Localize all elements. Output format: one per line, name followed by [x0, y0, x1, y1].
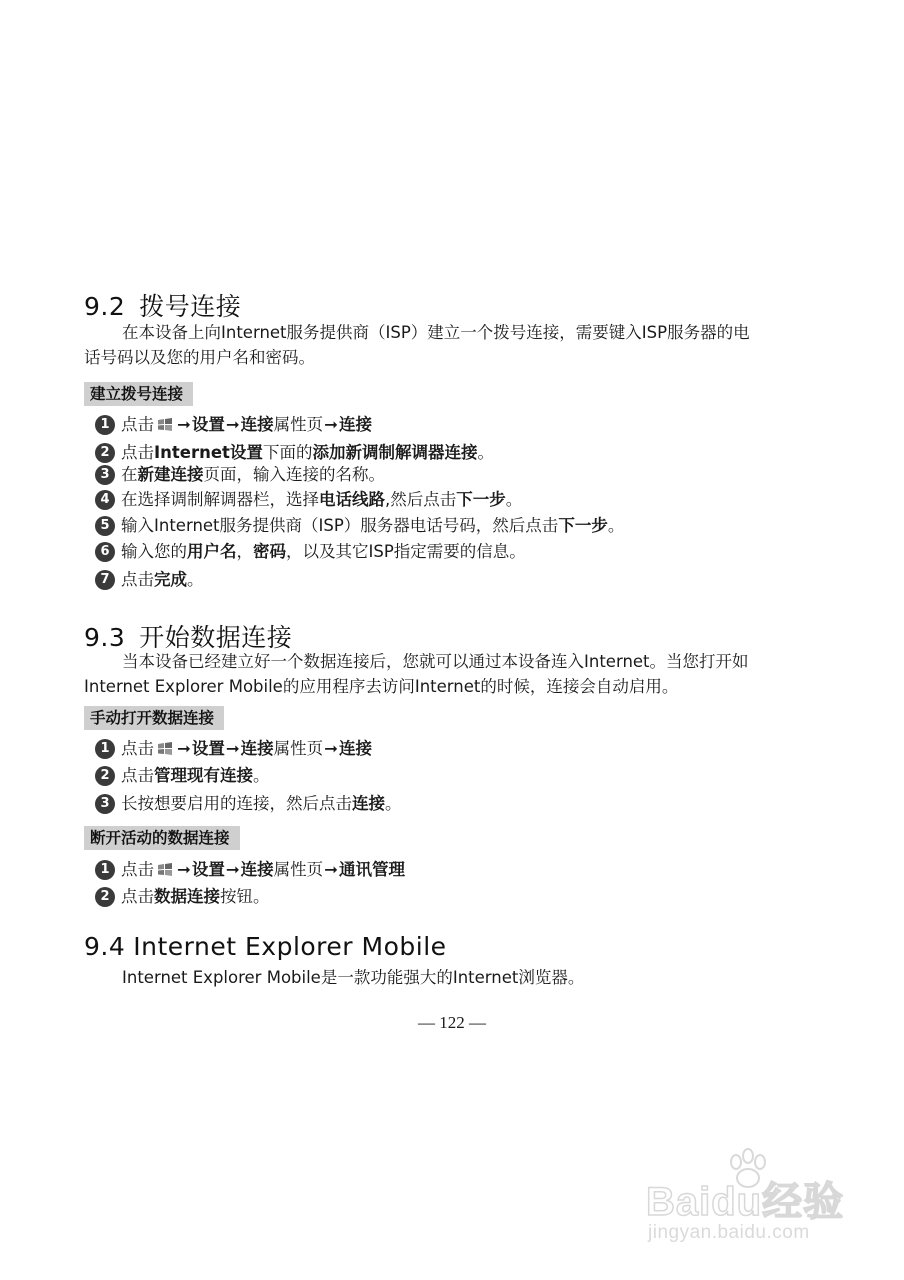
ui-term: 设置 — [191, 415, 225, 434]
ui-term: 添加新调制解调器连接 — [312, 443, 478, 462]
step-text: 。 — [187, 570, 204, 589]
subsection-label: 断开活动的数据连接 — [84, 826, 240, 850]
step-text: ,然后点击 — [385, 490, 457, 509]
ui-term: 新建连接 — [137, 465, 204, 484]
step-text: 输入Internet服务提供商（ISP）服务器电话号码，然后点击 — [121, 516, 559, 535]
subsection-label: 建立拨号连接 — [84, 382, 193, 406]
step-item — [95, 857, 405, 883]
ui-term: 通讯管理 — [338, 860, 405, 879]
step-number-badge: 2 — [95, 443, 115, 463]
windows-start-icon — [156, 741, 174, 757]
step-text: 属性页 — [273, 739, 324, 758]
ui-term: 连接 — [240, 739, 274, 758]
step-number-badge: 3 — [95, 465, 115, 485]
ui-term: 连接 — [352, 794, 385, 813]
windows-start-icon — [156, 417, 174, 433]
arrow-right-icon: ➞ — [225, 415, 240, 434]
ui-term: 用户名 — [187, 542, 237, 561]
ui-term: 连接 — [338, 739, 372, 758]
arrow-right-icon: ➞ — [225, 860, 240, 879]
section-9-4-paragraph — [84, 965, 824, 990]
step-text: 点击 — [121, 887, 154, 906]
step-number-badge: 6 — [95, 542, 115, 562]
step-text: 在选择调制解调器栏，选择 — [121, 490, 319, 509]
step-text: 下面的 — [262, 443, 313, 462]
ui-term: 设置 — [191, 860, 225, 879]
section-9-2-heading — [84, 287, 241, 323]
step-text: 。 — [385, 794, 402, 813]
para-line: 话号码以及您的用户名和密码。 — [84, 348, 315, 367]
arrow-right-icon: ➞ — [177, 415, 191, 434]
ui-term: 电话线路 — [319, 490, 385, 509]
step-number-badge: 2 — [95, 766, 115, 786]
step-text: 输入您的 — [121, 542, 187, 561]
watermark-text: Baidu经验 — [646, 1180, 845, 1224]
step-text: 属性页 — [273, 860, 324, 879]
arrow-right-icon: ➞ — [324, 860, 338, 879]
step-item — [95, 763, 270, 789]
step-text: ， — [236, 542, 253, 561]
step-text: 点击 — [121, 766, 154, 785]
arrow-right-icon: ➞ — [177, 860, 191, 879]
step-number-badge: 5 — [95, 516, 115, 536]
para-line: Internet Explorer Mobile的应用程序去访问Internet的时候，连接会自动启用。 — [84, 677, 679, 696]
step-text: 点击 — [121, 415, 154, 434]
step-item — [95, 412, 372, 438]
step-text: 点击 — [121, 443, 154, 462]
section-number: 9.4 — [84, 932, 126, 961]
section-title: 拨号连接 — [139, 292, 242, 321]
step-item — [95, 567, 204, 593]
para-line: Internet Explorer Mobile是一款功能强大的Internet浏览器。 — [122, 968, 585, 987]
ui-term: 下一步 — [456, 490, 506, 509]
step-text: 按钮。 — [220, 887, 270, 906]
section-9-3-paragraph — [84, 649, 844, 699]
para-line: 在本设备上向Internet服务提供商（ISP）建立一个拨号连接，需要键入ISP服务器的电 — [122, 323, 750, 342]
arrow-right-icon: ➞ — [324, 739, 338, 758]
step-text: 长按想要启用的连接，然后点击 — [121, 794, 352, 813]
ui-term: 连接 — [240, 860, 274, 879]
ui-term: Internet设置 — [154, 443, 263, 462]
ui-term: 管理现有连接 — [154, 766, 253, 785]
step-text: 页面，输入连接的名称。 — [203, 465, 385, 484]
baidu-watermark — [640, 1150, 870, 1250]
section-9-4-heading — [84, 932, 447, 961]
ui-term: 数据连接 — [154, 887, 220, 906]
step-text: ，以及其它ISP指定需要的信息。 — [286, 542, 526, 561]
step-item — [95, 736, 372, 762]
step-text: 。 — [505, 490, 523, 509]
section-number: 9.3 — [84, 623, 126, 652]
windows-start-icon — [156, 862, 174, 878]
step-item — [95, 462, 385, 488]
watermark-url: jingyan.baidu.com — [648, 1222, 810, 1243]
step-number-badge: 4 — [95, 490, 115, 510]
step-text: 。 — [253, 766, 270, 785]
section-title: 开始数据连接 — [139, 623, 293, 652]
step-number-badge: 2 — [95, 887, 115, 907]
step-number-badge: 3 — [95, 794, 115, 814]
section-9-2-paragraph — [84, 320, 824, 370]
ui-term: 完成 — [154, 570, 187, 589]
step-item — [95, 884, 270, 910]
para-line: 当本设备已经建立好一个数据连接后，您就可以通过本设备连入Internet。当您打开如 — [122, 652, 749, 671]
step-item — [95, 539, 526, 565]
step-text: 属性页 — [273, 415, 324, 434]
arrow-right-icon: ➞ — [225, 739, 240, 758]
ui-term: 连接 — [240, 415, 274, 434]
ui-term: 连接 — [338, 415, 372, 434]
step-number-badge: 1 — [95, 739, 115, 759]
page-number: — 122 — — [418, 1013, 486, 1032]
ui-term: 设置 — [191, 739, 225, 758]
step-item — [95, 791, 402, 817]
step-number-badge: 1 — [95, 860, 115, 880]
step-text: 在 — [121, 465, 138, 484]
arrow-right-icon: ➞ — [324, 415, 338, 434]
step-text: 。 — [607, 516, 625, 535]
step-item — [95, 513, 624, 539]
step-text: 点击 — [121, 570, 154, 589]
ui-term: 下一步 — [558, 516, 608, 535]
arrow-right-icon: ➞ — [177, 739, 191, 758]
step-number-badge: 7 — [95, 570, 115, 590]
step-item — [95, 487, 522, 513]
section-number: 9.2 — [84, 292, 126, 321]
step-text: 点击 — [121, 739, 154, 758]
subsection-label: 手动打开数据连接 — [84, 706, 224, 730]
section-title: Internet Explorer Mobile — [133, 932, 447, 961]
step-number-badge: 1 — [95, 415, 115, 435]
ui-term: 密码 — [253, 542, 286, 561]
step-text: 。 — [477, 443, 494, 462]
step-text: 点击 — [121, 860, 154, 879]
